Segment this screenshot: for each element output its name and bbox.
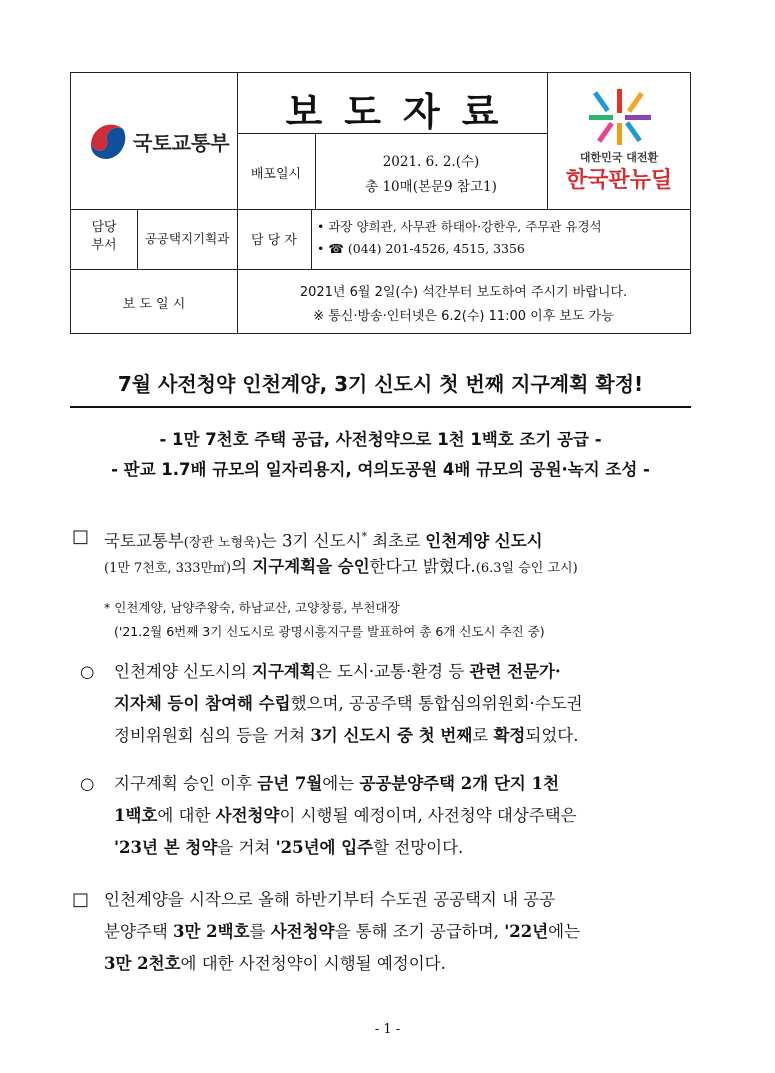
contact-phone: • ☎ (044) 201-4526, 4515, 3356 [317,241,525,256]
new-deal-logo [549,79,689,207]
footnote-line2: ('21.2월 6번째 3기 신도시로 광명시흥지구를 발표하여 총 6개 신도시 추진 중) [114,624,545,639]
release-line2: ※ 통신·방송·인터넷은 6.2(수) 11:00 이후 보도 가능 [313,309,614,324]
slogan-top: 대한민국 대전환 [579,151,659,164]
dept-label: 담당 부서 [91,220,117,253]
para1-bullet: □ [72,526,90,547]
point1-line2: 지자체 등이 참여해 수립했으며, 공공주택 통합심의위원회·수도권 [114,694,583,713]
release-label: 보 도 일 시 [122,297,186,312]
dept-name: 공공택지기획과 [144,231,230,246]
distribution-label: 배포일시 [250,167,302,182]
taegeuk-emblem-icon [85,115,131,165]
point2-line1: 지구계획 승인 이후 금년 7월에는 공공분양주택 2개 단지 1천 [114,774,560,793]
page-count: 총 10매(본문9 참고1) [365,179,497,195]
slogan-main: 한국판뉴딜 [565,168,673,193]
para1-line2: (1만 7천호, 333만㎡)의 지구계획을 승인한다고 밝혔다.(6.3일 승인 고시) [104,557,578,576]
subhead-1: - 1만 7천호 주택 공급, 사전청약으로 1천 1백호 조기 공급 - [159,430,602,449]
page-title: 보도자료 [285,90,521,134]
ministry-logo [85,111,230,171]
headline-rule [70,406,691,408]
para1-line1: 국토교통부(장관 노형욱)는 3기 신도시* 최초로 인천계양 신도시 [104,530,543,551]
contact-people: • 과장 양희관, 사무관 하태아·강한우, 주무관 유경석 [317,219,602,234]
point2-bullet: ○ [80,774,95,793]
point1-line3: 정비위원회 심의 등을 거쳐 3기 신도시 중 첫 번째로 확정되었다. [114,726,579,745]
press-header-table [70,72,691,334]
subhead-2: - 판교 1.7배 규모의 일자리용지, 여의도공원 4배 규모의 공원·녹지 조성 - [111,460,650,479]
ministry-name: 국토교통부 [133,131,230,155]
release-line1: 2021년 6월 2일(수) 석간부터 보도하여 주시기 바랍니다. [299,285,628,300]
point2-line3: '23년 본 청약을 거쳐 '25년에 입주할 전망이다. [114,838,464,857]
para2-bullet: □ [72,889,90,910]
new-deal-star-icon [585,85,655,149]
contact-label: 담 당 자 [251,233,297,248]
point2-line2: 1백호에 대한 사전청약이 시행될 예정이며, 사전청약 대상주택은 [114,806,577,825]
page-number: - 1 - [374,1022,401,1037]
footnote-line1: * 인천계양, 남양주왕숙, 하남교산, 고양창릉, 부천대장 [104,600,400,615]
point1-bullet: ○ [80,662,95,681]
distribution-date: 2021. 6. 2.(수) [382,154,480,170]
headline: 7월 사전청약 인천계양, 3기 신도시 첫 번째 지구계획 확정! [117,372,644,396]
point1-line1: 인천계양 신도시의 지구계획은 도시·교통·환경 등 관련 전문가· [114,662,561,681]
para2-line1: 인천계양을 시작으로 올해 하반기부터 수도권 공공택지 내 공공 [104,890,556,909]
para2-line3: 3만 2천호에 대한 사전청약이 시행될 예정이다. [104,954,446,973]
para2-line2: 분양주택 3만 2백호를 사전청약을 통해 조기 공급하며, '22년에는 [104,922,581,941]
